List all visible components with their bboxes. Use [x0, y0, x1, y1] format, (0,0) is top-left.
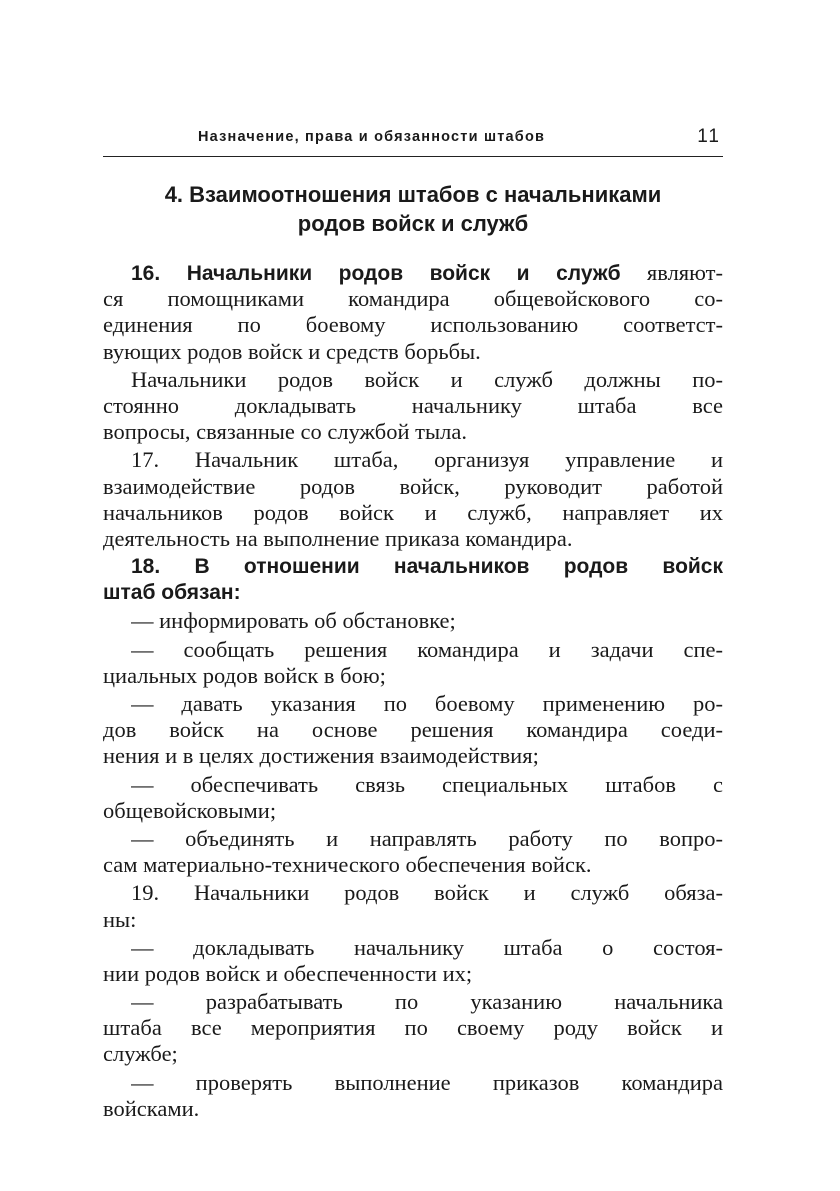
- text-line: стоянно докладывать начальнику штаба все: [103, 392, 723, 418]
- running-head: [103, 126, 723, 157]
- text-line: — информировать об обстановке;: [131, 608, 456, 634]
- list-item: [103, 989, 723, 1068]
- text-line: штаба все мероприятия по своему роду войск и: [103, 1015, 723, 1041]
- text-line: нения и в целях достижения взаимодействия;: [103, 743, 539, 769]
- text-line: ся помощниками командира общевойскового со-: [103, 286, 723, 312]
- text-line: ны:: [103, 906, 137, 932]
- text-line: Начальники родов войск и служб должны по-: [131, 366, 723, 392]
- section-title-line: родов войск и служб: [297, 211, 529, 236]
- section-title-line: 4. Взаимоотношения штабов с начальниками: [164, 182, 662, 207]
- paragraph: [103, 367, 723, 446]
- paragraph-lead: 16. Начальники родов войск и служб: [131, 262, 621, 285]
- text-line: — докладывать начальнику штаба о состоя-: [131, 934, 723, 960]
- list-item: [103, 935, 723, 987]
- list-item: [103, 637, 723, 689]
- text-line: сам материально-технического обеспечения войск.: [103, 852, 592, 878]
- text-line: единения по боевому использованию соответст-: [103, 312, 723, 338]
- text-line: дов войск на основе решения командира соеди-: [103, 717, 723, 743]
- text-line: 16. Начальники родов войск и служб являют-: [131, 260, 723, 285]
- text-line: — разрабатывать по указанию начальника: [131, 989, 723, 1015]
- text-line: — проверять выполнение приказов командира: [131, 1069, 723, 1095]
- text-line: начальников родов войск и служб, направляет их: [103, 499, 723, 525]
- text-line: вующих родов войск и средств борьбы.: [103, 338, 481, 364]
- paragraph-16: [103, 260, 723, 365]
- text-line: 18. В отношении начальников родов войск: [131, 555, 723, 579]
- text-line: общевойсковыми;: [103, 797, 277, 823]
- text-line: нии родов войск и обеспеченности их;: [103, 960, 473, 986]
- text-line: — обеспечивать связь специальных штабов с: [131, 771, 723, 797]
- text-line: взаимодействие родов войск, руководит работой: [103, 473, 723, 499]
- text-line: циальных родов войск в бою;: [103, 662, 386, 688]
- text-line: службе;: [103, 1041, 178, 1067]
- running-title: Назначение, права и обязанности штабов: [198, 129, 546, 145]
- section-title: [103, 180, 723, 238]
- list-item: [103, 608, 723, 634]
- text-line: деятельность на выполнение приказа командира.: [103, 525, 573, 551]
- list-item: [103, 826, 723, 878]
- text-line: вопросы, связанные со службой тыла.: [103, 419, 467, 445]
- page-number: 11: [697, 126, 721, 147]
- paragraph-18: [103, 554, 723, 606]
- text-line: штаб обязан:: [103, 581, 241, 605]
- body-text: [103, 260, 723, 1124]
- list-item: [103, 1070, 723, 1122]
- text-line: — сообщать решения командира и задачи спе-: [131, 636, 723, 662]
- list-item: [103, 772, 723, 824]
- paragraph-19: [103, 880, 723, 932]
- text-line: — давать указания по боевому применению ро-: [131, 691, 723, 716]
- text-line: 17. Начальник штаба, организуя управление и: [131, 447, 723, 473]
- book-page: [103, 0, 723, 1191]
- text-line: 19. Начальники родов войск и служб обяза-: [131, 880, 723, 906]
- paragraph-17: [103, 447, 723, 552]
- list-item: [103, 691, 723, 770]
- text-line: войсками.: [103, 1095, 200, 1121]
- text-line: — объединять и направлять работу по вопро-: [131, 825, 723, 851]
